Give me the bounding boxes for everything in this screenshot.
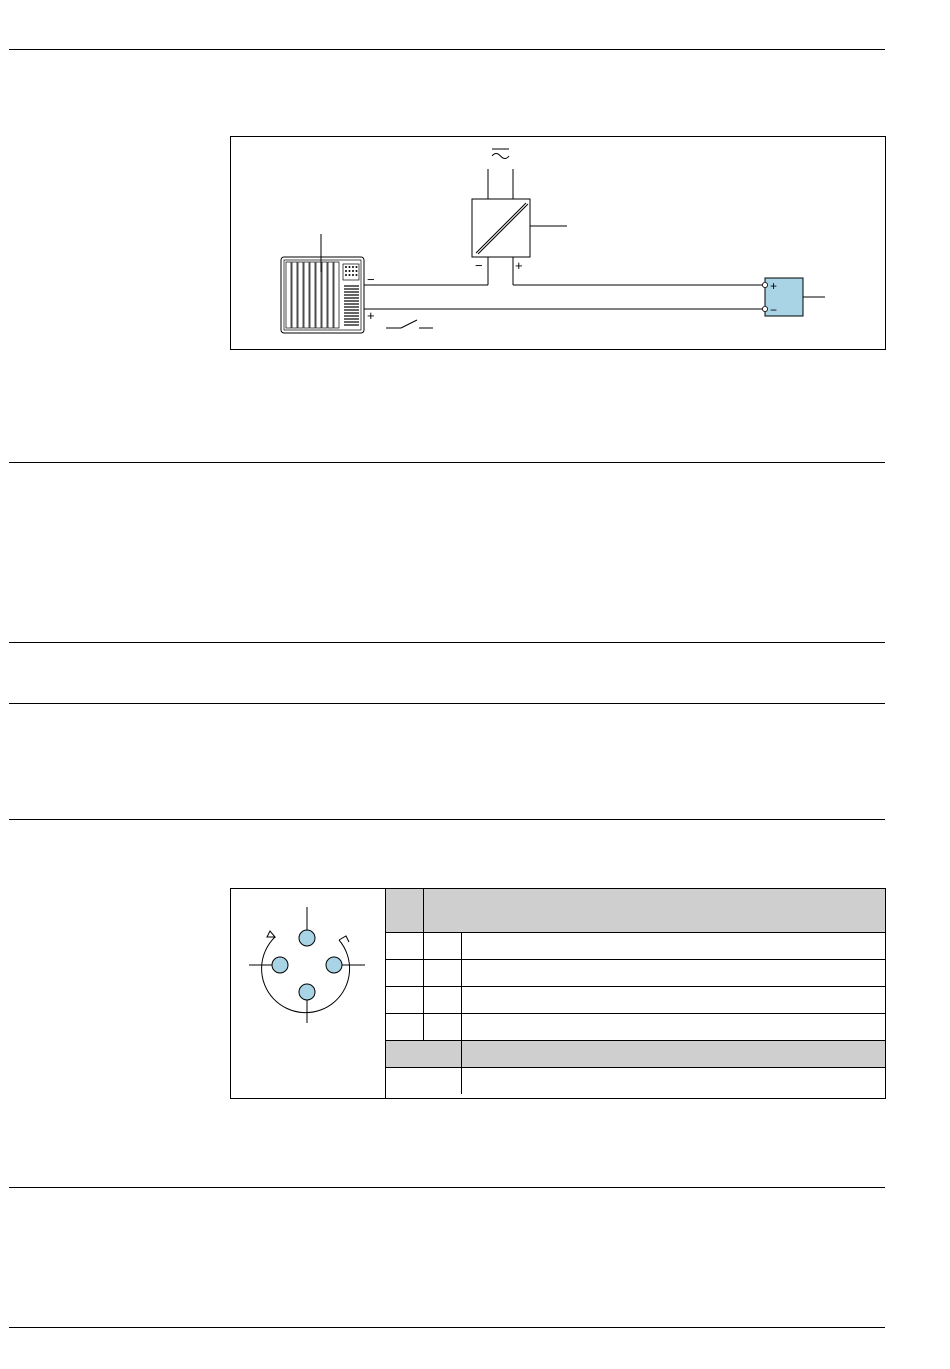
section-divider bbox=[9, 49, 885, 50]
footer-cell bbox=[462, 1068, 886, 1095]
table-cell bbox=[462, 987, 886, 1014]
section-divider bbox=[9, 703, 885, 704]
ac-symbol bbox=[492, 149, 509, 159]
plc-terminal-plus: + bbox=[367, 308, 375, 323]
pin-1 bbox=[299, 930, 315, 946]
table-header-row bbox=[386, 889, 886, 933]
coding-key bbox=[267, 931, 275, 937]
table-cell bbox=[424, 1014, 462, 1041]
pin-assignment-table bbox=[385, 889, 885, 1094]
table-row bbox=[386, 933, 886, 960]
wiring-diagram-figure bbox=[230, 136, 886, 350]
subheader-cell bbox=[386, 1041, 462, 1068]
device-terminal-plus: + bbox=[770, 279, 778, 293]
plc-terminal-minus: − bbox=[367, 272, 375, 287]
table-cell bbox=[462, 960, 886, 987]
section-divider bbox=[9, 1327, 885, 1328]
table-cell bbox=[386, 933, 424, 960]
header-cell-assignment bbox=[424, 889, 886, 933]
footer-cell bbox=[386, 1068, 462, 1095]
header-cell-pin bbox=[386, 889, 424, 933]
section-divider bbox=[9, 819, 885, 820]
table-row bbox=[386, 960, 886, 987]
pin-2 bbox=[272, 957, 288, 973]
connector-drawing-panel bbox=[231, 889, 386, 1098]
table-cell bbox=[424, 933, 462, 960]
table-cell bbox=[386, 1014, 424, 1041]
section-divider bbox=[9, 1187, 885, 1188]
table-row bbox=[386, 987, 886, 1014]
supply-terminal-minus: − bbox=[475, 258, 483, 273]
plc-controller bbox=[281, 257, 364, 333]
table-cell bbox=[424, 987, 462, 1014]
device-terminal-minus: − bbox=[770, 303, 778, 317]
table-cell bbox=[386, 960, 424, 987]
table-cell bbox=[462, 1014, 886, 1041]
table-row bbox=[386, 1014, 886, 1041]
supply-terminal-plus: + bbox=[515, 258, 523, 273]
pin-4 bbox=[299, 984, 315, 1000]
connector-face-svg bbox=[231, 889, 385, 1098]
wiring-diagram-svg bbox=[231, 137, 885, 349]
table-cell bbox=[386, 987, 424, 1014]
table-footer-row bbox=[386, 1068, 886, 1095]
pin-3 bbox=[326, 957, 342, 973]
connector-pin-assignment-figure bbox=[230, 888, 886, 1099]
field-device bbox=[762, 278, 803, 316]
power-supply-unit bbox=[472, 199, 530, 257]
subheader-cell bbox=[462, 1041, 886, 1068]
table-cell bbox=[462, 933, 886, 960]
switch-symbol bbox=[386, 320, 433, 328]
section-divider bbox=[9, 462, 885, 463]
table-subheader-row bbox=[386, 1041, 886, 1068]
section-divider bbox=[9, 642, 885, 643]
table-cell bbox=[424, 960, 462, 987]
